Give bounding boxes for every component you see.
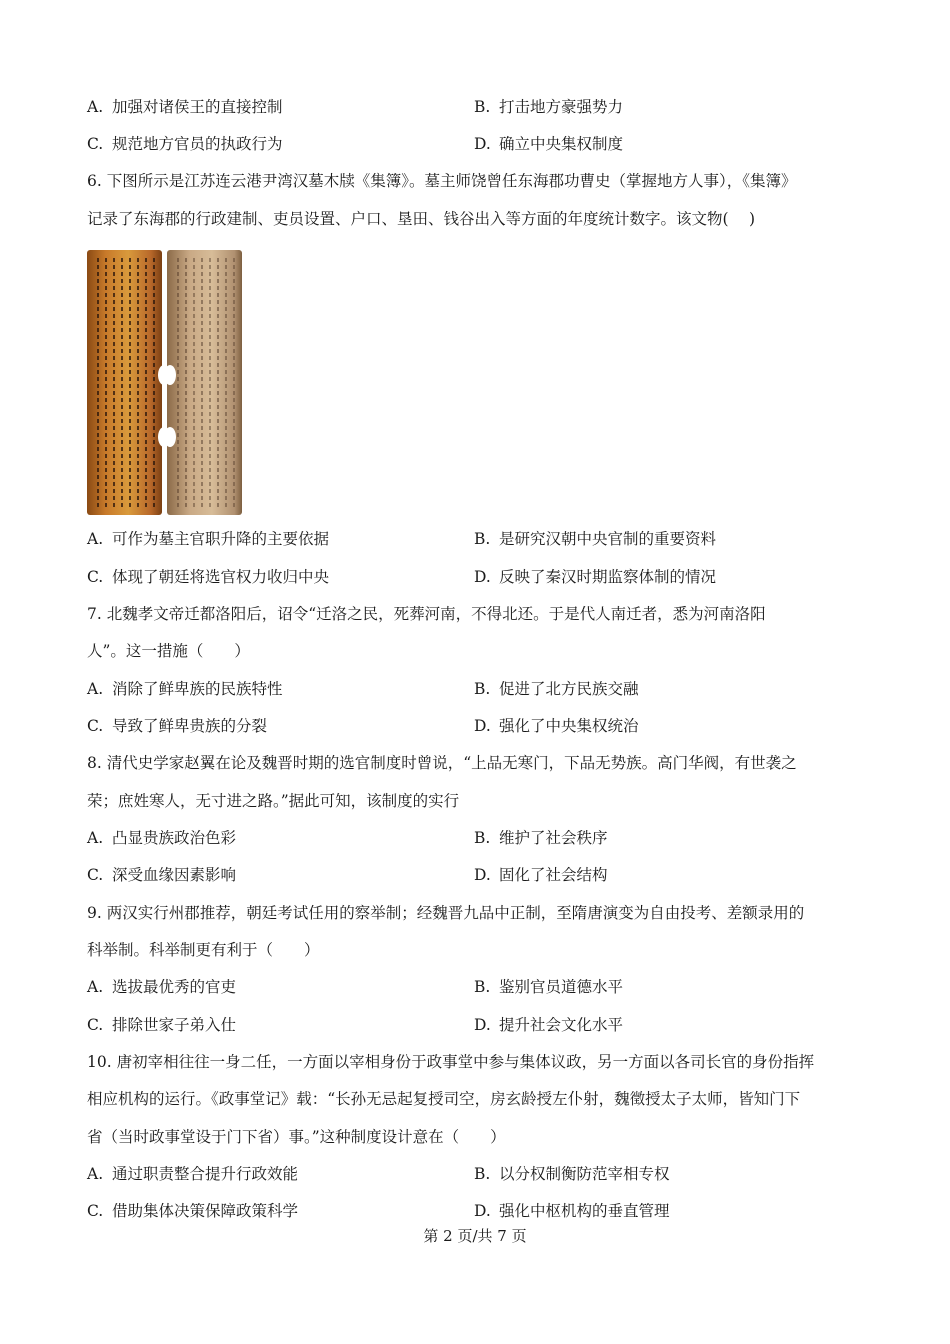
q6-option-b: B. 是研究汉朝中央官制的重要资料 bbox=[474, 530, 717, 548]
q10-option-d: D. 强化中枢机构的垂直管理 bbox=[474, 1202, 670, 1220]
q6-option-c: C. 体现了朝廷将选官权力收归中央 bbox=[87, 568, 330, 586]
q10-option-c: C. 借助集体决策保障政策科学 bbox=[87, 1202, 299, 1220]
q6-stem-line-1: 6. 下图所示是江苏连云港尹湾汉墓木牍《集簿》。墓主师饶曾任东海郡功曹史（掌握地方人事），《集簿》 bbox=[87, 172, 797, 190]
q10-stem-line-3: 省（当时政事堂设于门下省）事。”这种制度设计意在（ ） bbox=[87, 1128, 506, 1146]
q10-stem-line-2: 相应机构的运行。《政事堂记》载：“长孙无忌起复授司空，房玄龄授左仆射，魏徵授太子太师，皆知门下 bbox=[87, 1090, 801, 1108]
q5-option-a: A. 加强对诸侯王的直接控制 bbox=[87, 98, 283, 116]
q8-option-d: D. 固化了社会结构 bbox=[474, 866, 608, 884]
q9-option-c: C. 排除世家子弟入仕 bbox=[87, 1016, 237, 1034]
q10-option-a: A. 通过职责整合提升行政效能 bbox=[87, 1165, 299, 1183]
wooden-slip-left bbox=[87, 250, 162, 515]
q8-option-a: A. 凸显贵族政治色彩 bbox=[87, 829, 237, 847]
wooden-slips-image bbox=[87, 250, 242, 515]
q8-stem-line-1: 8. 清代史学家赵翼在论及魏晋时期的选官制度时曾说，“上品无寒门，下品无势族。高门华阀，有世袭之 bbox=[87, 754, 797, 772]
q6-stem-line-2: 记录了东海郡的行政建制、吏员设置、户口、垦田、钱谷出入等方面的年度统计数字。该文物( ) bbox=[87, 210, 756, 228]
q5-option-b: B. 打击地方豪强势力 bbox=[474, 98, 624, 116]
q10-option-b: B. 以分权制衡防范宰相专权 bbox=[474, 1165, 670, 1183]
q8-option-c: C. 深受血缘因素影响 bbox=[87, 866, 237, 884]
wooden-slip-right bbox=[167, 250, 242, 515]
q9-option-a: A. 选拔最优秀的官吏 bbox=[87, 978, 237, 996]
q7-option-b: B. 促进了北方民族交融 bbox=[474, 680, 639, 698]
q9-option-b: B. 鉴别官员道德水平 bbox=[474, 978, 624, 996]
q6-option-d: D. 反映了秦汉时期监察体制的情况 bbox=[474, 568, 717, 586]
q8-option-b: B. 维护了社会秩序 bbox=[474, 829, 608, 847]
q7-stem-line-1: 7. 北魏孝文帝迁都洛阳后，诏令“迁洛之民，死葬河南，不得北还。于是代人南迁者，悉为河南洛阳 bbox=[87, 605, 766, 623]
q9-stem-line-1: 9. 两汉实行州郡推荐，朝廷考试任用的察举制；经魏晋九品中正制，至隋唐演变为自由投考、差额录用的 bbox=[87, 904, 805, 922]
q6-option-a: A. 可作为墓主官职升降的主要依据 bbox=[87, 530, 330, 548]
q7-option-d: D. 强化了中央集权统治 bbox=[474, 717, 639, 735]
q9-option-d: D. 提升社会文化水平 bbox=[474, 1016, 624, 1034]
q7-option-a: A. 消除了鲜卑族的民族特性 bbox=[87, 680, 283, 698]
q8-stem-line-2: 荣；庶姓寒人，无寸进之路。”据此可知，该制度的实行 bbox=[87, 792, 460, 810]
q9-stem-line-2: 科举制。科举制更有利于（ ） bbox=[87, 941, 320, 959]
q5-option-d: D. 确立中央集权制度 bbox=[474, 135, 624, 153]
q5-option-c: C. 规范地方官员的执政行为 bbox=[87, 135, 283, 153]
q10-stem-line-1: 10. 唐初宰相往往一身二任，一方面以宰相身份于政事堂中参与集体议政，另一方面以各司长官的身份指挥 bbox=[87, 1053, 815, 1071]
page-number: 第 2 页/共 7 页 bbox=[423, 1227, 527, 1245]
q7-option-c: C. 导致了鲜卑贵族的分裂 bbox=[87, 717, 268, 735]
q7-stem-line-2: 人”。这一措施（ ） bbox=[87, 642, 250, 660]
